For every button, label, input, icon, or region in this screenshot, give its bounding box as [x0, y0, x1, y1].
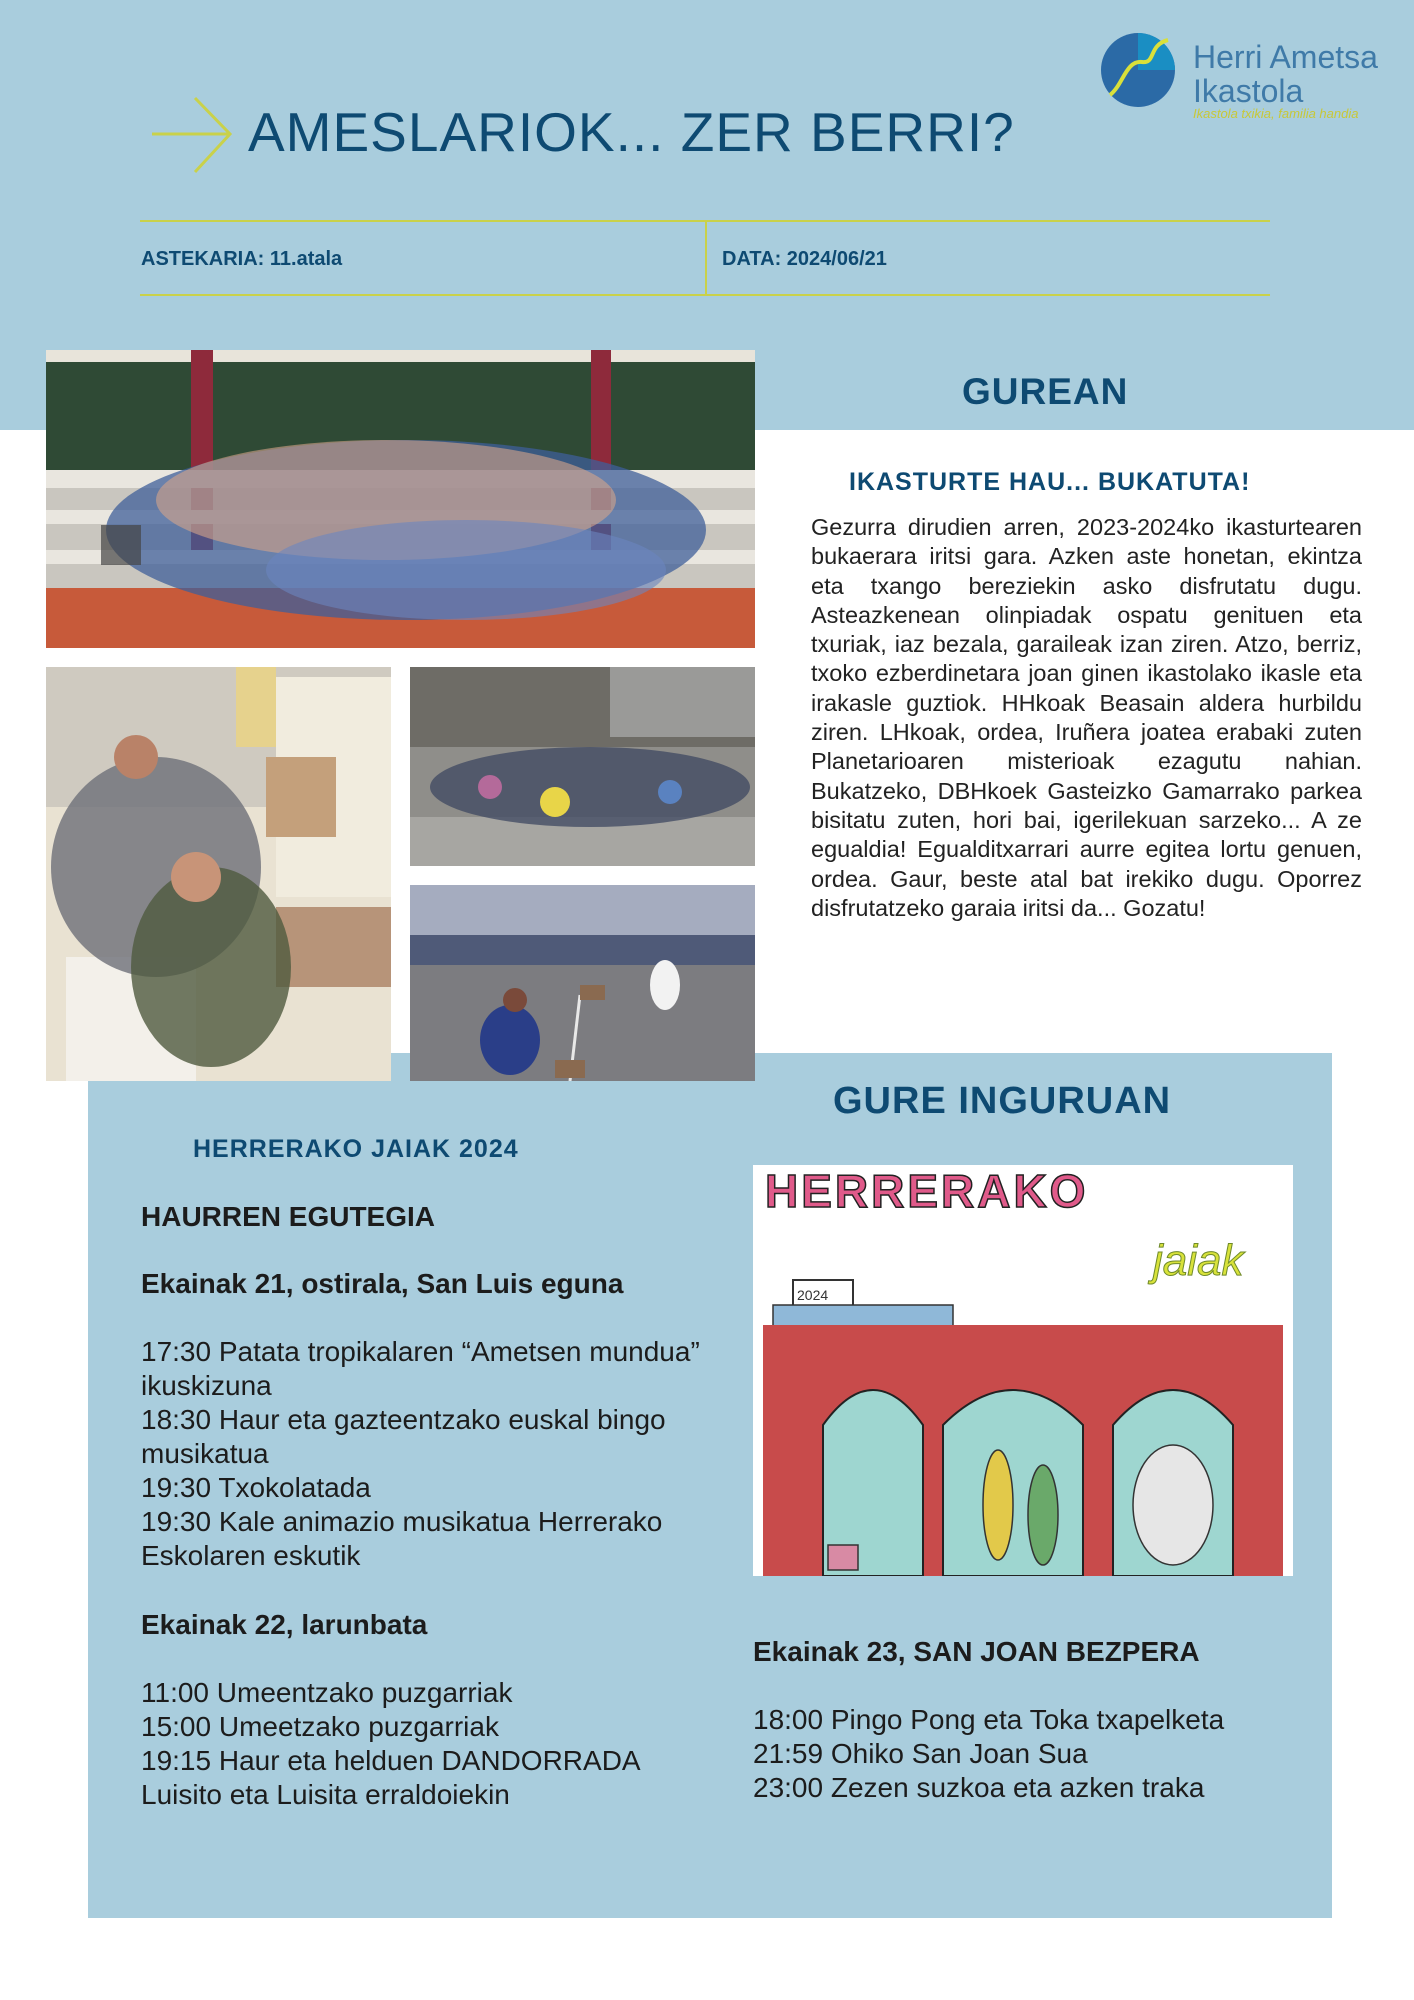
festival-drawing: [753, 1165, 1293, 1576]
trip-photo: [410, 667, 755, 866]
arrow-right-icon: [150, 92, 235, 177]
list-item: 23:00 Zezen suzkoa eta azken traka: [753, 1772, 1205, 1803]
header-rule-divider: [705, 220, 707, 296]
day1-list: [141, 1335, 741, 1573]
group-photo: [46, 350, 755, 648]
logo-name-line2: Ikastola: [1193, 73, 1304, 109]
logo-name-line1: Herri Ametsa: [1193, 39, 1378, 75]
day3-title: Ekainak 23, SAN JOAN BEZPERA: [753, 1636, 1200, 1667]
list-item: 19:15 Haur eta helduen DANDORRADA Luisito eta Luisita erraldoiekin: [141, 1745, 640, 1810]
article-body: Gezurra dirudien arren, 2023-2024ko ikasturtearen bukaerara iritsi gara. Azken aste honetan, ekintza eta txango bereziekin asko disfrutatu dugu. Asteazkenean olinpiadak ospatu genituen eta txuriak, iaz bezala, garaileak izan ziren. Atzo, berriz, txoko ezberdinetara joan ginen ikastolako ikasle eta irakasle guztiok. HHkoak Beasain aldera hurbildu ziren. LHkoak, ordea, Iruñera joatea erabaki zuten Planetarioaren misterioak ezagutu nahian. Bukatzeko, DBHkoek Gasteizko Gamarrako parkea bisitatu zuten, hori bai, igerilekuan sarzeko... A ze egualdia! Egualditxarrari aurre egitea lortu genuen, ordea. Gaur, beste atal bat irekiko dugu. Oporrez disfrutatzeko garaia iritsi da... Gozatu!: [811, 514, 1362, 921]
day3-list: [753, 1703, 1313, 1805]
article-title: IKASTURTE HAU... BUKATUTA!: [849, 468, 1251, 496]
drawing-year: 2024: [797, 1287, 829, 1303]
day2-title: Ekainak 22, larunbata: [141, 1609, 428, 1640]
event-title: HERRERAKO JAIAK 2024: [193, 1135, 519, 1163]
logo-tagline: Ikastola txikia, familia handia: [1193, 106, 1359, 121]
drawing-word: jaiak: [1153, 1236, 1244, 1285]
day2-list: [141, 1676, 711, 1812]
logo-name: [1193, 40, 1378, 108]
date-label: DATA: 2024/06/21: [722, 248, 887, 270]
gurean-heading: GUREAN: [962, 371, 1129, 412]
issue-label: ASTEKARIA: 11.atala: [141, 248, 343, 270]
page-title: AMESLARIOK... ZER BERRI?: [248, 101, 1015, 163]
list-item: 21:59 Ohiko San Joan Sua: [753, 1738, 1088, 1769]
gure-inguruan-heading: GURE INGURUAN: [833, 1080, 1172, 1122]
drawing-lettering: HERRERAKO: [765, 1165, 1089, 1217]
list-item: 18:30 Haur eta gazteentzako euskal bingo musikatua: [141, 1404, 666, 1469]
list-item: 15:00 Umeetzako puzgarriak: [141, 1711, 499, 1742]
day1-title: Ekainak 21, ostirala, San Luis eguna: [141, 1268, 624, 1299]
kids-indoor-photo: [46, 667, 391, 1081]
list-item: 18:00 Pingo Pong eta Toka txapelketa: [753, 1704, 1225, 1735]
list-item: 17:30 Patata tropikalaren “Ametsen mundua” ikuskizuna: [141, 1336, 700, 1401]
calendar-title: HAURREN EGUTEGIA: [141, 1201, 436, 1232]
list-item: 19:30 Txokolatada: [141, 1472, 371, 1503]
olympics-photo: [410, 885, 755, 1081]
list-item: 11:00 Umeentzako puzgarriak: [141, 1677, 513, 1708]
list-item: 19:30 Kale animazio musikatua Herrerako Eskolaren eskutik: [141, 1506, 663, 1571]
